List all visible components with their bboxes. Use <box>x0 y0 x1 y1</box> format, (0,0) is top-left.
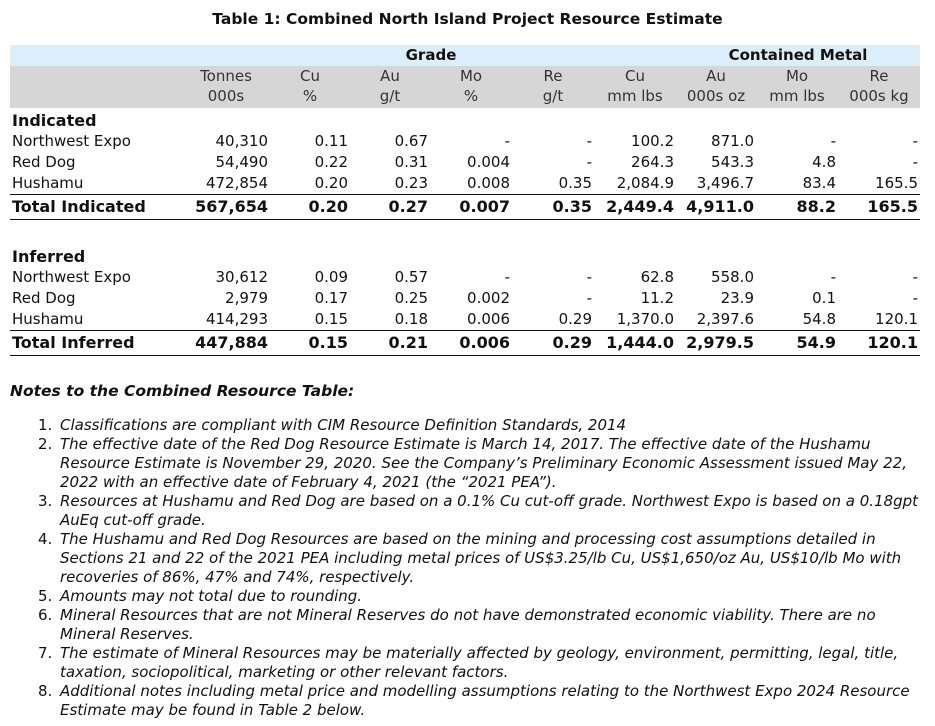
total-cell: 0.29 <box>512 331 594 356</box>
table-cell: 120.1 <box>875 310 918 328</box>
col-header: Re <box>512 66 594 86</box>
deposit-name: Hushamu <box>12 310 84 328</box>
table-row <box>10 267 920 288</box>
table-cell: - <box>586 132 592 150</box>
total-cell: 88.2 <box>756 195 838 220</box>
note-text: Additional notes including metal price and modelling assumptions relating to the Northwest Expo 2024 Resource Estimate may be found in Table 2 below. <box>60 682 910 719</box>
table-cell: 11.2 <box>640 289 674 307</box>
table-cell: - <box>912 132 918 150</box>
note-number: 5. <box>38 587 53 605</box>
note-item <box>38 492 922 530</box>
total-label: Total Indicated <box>10 195 182 220</box>
inferred-rows <box>10 267 920 331</box>
table-cell: 4.8 <box>812 153 836 171</box>
table-cell: 0.57 <box>394 268 428 286</box>
deposit-name: Red Dog <box>12 153 76 171</box>
table-cell: 871.0 <box>711 132 754 150</box>
table-cell: 83.4 <box>802 174 836 192</box>
table-cell: 3,496.7 <box>696 174 754 192</box>
table-row <box>10 288 920 309</box>
table-row <box>10 152 920 173</box>
note-item <box>38 587 922 606</box>
table-cell: 23.9 <box>720 289 754 307</box>
total-cell: 0.27 <box>350 195 430 220</box>
note-item <box>38 606 922 644</box>
note-text: Amounts may not total due to rounding. <box>60 587 363 605</box>
col-header: Au <box>676 66 756 86</box>
table-cell: - <box>586 153 592 171</box>
deposit-name: Northwest Expo <box>12 268 131 286</box>
table-cell: - <box>830 132 836 150</box>
deposit-name: Red Dog <box>12 289 76 307</box>
table-cell: 0.22 <box>314 153 348 171</box>
col-unit: 000s kg <box>838 86 920 108</box>
contained-metal-header: Contained Metal <box>676 45 920 66</box>
table-cell: 0.35 <box>558 174 592 192</box>
section-label: Indicated <box>12 111 97 130</box>
table-cell: - <box>912 268 918 286</box>
table-cell: - <box>586 289 592 307</box>
table-cell: 0.1 <box>812 289 836 307</box>
col-unit: 000s <box>182 86 270 108</box>
table-cell: 54,490 <box>215 153 268 171</box>
table-cell: - <box>504 132 510 150</box>
note-text: Mineral Resources that are not Mineral Reserves do not have demonstrated economic viability. There are no Mineral Reserves. <box>60 606 876 643</box>
note-item <box>38 644 922 682</box>
note-text: Resources at Hushamu and Red Dog are based on a 0.1% Cu cut-off grade. Northwest Expo is based on a 0.18gpt AuEq cut-off grade. <box>60 492 919 529</box>
col-header: Cu <box>594 66 676 86</box>
col-header: Tonnes <box>182 66 270 86</box>
total-cell: 165.5 <box>838 195 920 220</box>
table-cell: 0.31 <box>394 153 428 171</box>
deposit-name: Northwest Expo <box>12 132 131 150</box>
note-number: 8. <box>38 682 53 700</box>
note-number: 2. <box>38 435 53 453</box>
table-cell: 414,293 <box>205 310 268 328</box>
col-unit: g/t <box>350 86 430 108</box>
grade-header: Grade <box>350 45 512 66</box>
table-cell: 0.15 <box>314 310 348 328</box>
total-cell: 0.35 <box>512 195 594 220</box>
section-inferred <box>10 244 920 267</box>
table-cell: 0.20 <box>314 174 348 192</box>
note-number: 1. <box>38 416 53 434</box>
note-number: 6. <box>38 606 53 624</box>
table-row <box>10 131 920 152</box>
total-indicated-row <box>10 195 920 220</box>
table-cell: 0.11 <box>314 132 348 150</box>
col-header: Cu <box>270 66 350 86</box>
total-cell: 120.1 <box>838 331 920 356</box>
table-cell: 2,397.6 <box>696 310 754 328</box>
col-header: Mo <box>756 66 838 86</box>
table-cell: - <box>912 289 918 307</box>
table-cell: 472,854 <box>205 174 268 192</box>
table-cell: - <box>504 268 510 286</box>
table-title: Table 1: Combined North Island Project Resource Estimate <box>212 10 723 28</box>
header-row-top <box>10 66 920 86</box>
total-cell: 0.21 <box>350 331 430 356</box>
table-cell: 0.008 <box>467 174 510 192</box>
note-item <box>38 530 922 587</box>
total-cell: 567,654 <box>182 195 270 220</box>
col-header: Mo <box>430 66 512 86</box>
total-label: Total Inferred <box>10 331 182 356</box>
col-unit: g/t <box>512 86 594 108</box>
table-cell: 0.18 <box>394 310 428 328</box>
total-cell: 447,884 <box>182 331 270 356</box>
col-unit: mm lbs <box>756 86 838 108</box>
table-cell: 0.09 <box>314 268 348 286</box>
header-group-row <box>10 45 920 66</box>
col-unit: % <box>270 86 350 108</box>
table-cell: 0.67 <box>394 132 428 150</box>
total-cell: 2,449.4 <box>594 195 676 220</box>
deposit-name: Hushamu <box>12 174 84 192</box>
table-cell: 62.8 <box>640 268 674 286</box>
note-item <box>38 416 922 435</box>
notes-list <box>38 416 922 720</box>
notes-title: Notes to the Combined Resource Table: <box>10 382 355 400</box>
note-number: 4. <box>38 530 53 548</box>
note-number: 3. <box>38 492 53 510</box>
table-cell: 558.0 <box>711 268 754 286</box>
note-number: 7. <box>38 644 53 662</box>
table-cell: 0.23 <box>394 174 428 192</box>
total-cell: 0.007 <box>430 195 512 220</box>
note-item <box>38 435 922 492</box>
note-item <box>38 682 922 720</box>
total-cell: 0.20 <box>270 195 350 220</box>
total-inferred-row <box>10 331 920 356</box>
table-cell: 0.006 <box>467 310 510 328</box>
table-cell: 100.2 <box>631 132 674 150</box>
total-cell: 54.9 <box>756 331 838 356</box>
col-unit: 000s oz <box>676 86 756 108</box>
note-text: Classifications are compliant with CIM Resource Definition Standards, 2014 <box>60 416 627 434</box>
total-cell: 2,979.5 <box>676 331 756 356</box>
table-cell: 0.002 <box>467 289 510 307</box>
table-cell: - <box>912 153 918 171</box>
table-cell: 1,370.0 <box>616 310 674 328</box>
note-text: The Hushamu and Red Dog Resources are based on the mining and processing cost assumptions detailed in Sections 21 and 22 of the 2021 PEA including metal prices of US$3.25/lb Cu, US$1,650/oz Au, US$10/lb Mo with recoveries of 86%, 47% and 74%, respectively. <box>60 530 902 586</box>
section-label: Inferred <box>12 247 86 266</box>
table-cell: 2,084.9 <box>616 174 674 192</box>
table-cell: 40,310 <box>215 132 268 150</box>
indicated-rows <box>10 131 920 195</box>
col-unit: % <box>430 86 512 108</box>
col-header: Re <box>838 66 920 86</box>
table-cell: 0.004 <box>467 153 510 171</box>
total-cell: 0.006 <box>430 331 512 356</box>
table-row <box>10 309 920 331</box>
table-cell: 0.25 <box>394 289 428 307</box>
table-cell: 0.29 <box>558 310 592 328</box>
section-indicated <box>10 108 920 131</box>
total-cell: 4,911.0 <box>676 195 756 220</box>
note-text: The estimate of Mineral Resources may be materially affected by geology, environment, permitting, legal, title, taxation, sociopolitical, marketing or other relevant factors. <box>60 644 899 681</box>
table-cell: 264.3 <box>631 153 674 171</box>
table-cell: 543.3 <box>711 153 754 171</box>
total-cell: 0.15 <box>270 331 350 356</box>
table-cell: 30,612 <box>215 268 268 286</box>
table-cell: 0.17 <box>314 289 348 307</box>
table-cell: 2,979 <box>225 289 268 307</box>
table-cell: 54.8 <box>802 310 836 328</box>
total-cell: 1,444.0 <box>594 331 676 356</box>
col-unit: mm lbs <box>594 86 676 108</box>
table-row <box>10 173 920 195</box>
header-row-units <box>10 86 920 108</box>
table-cell: 165.5 <box>875 174 918 192</box>
col-header: Au <box>350 66 430 86</box>
table-cell: - <box>586 268 592 286</box>
table-cell: - <box>830 268 836 286</box>
resource-table <box>10 45 920 356</box>
note-text: The effective date of the Red Dog Resource Estimate is March 14, 2017. The effective date of the Hushamu Resource Estimate is November 29, 2020. See the Company’s Preliminary Economic Assessment issued May 22, 2022 with an effective date of February 4, 2021 (the “2021 PEA”). <box>60 435 907 491</box>
